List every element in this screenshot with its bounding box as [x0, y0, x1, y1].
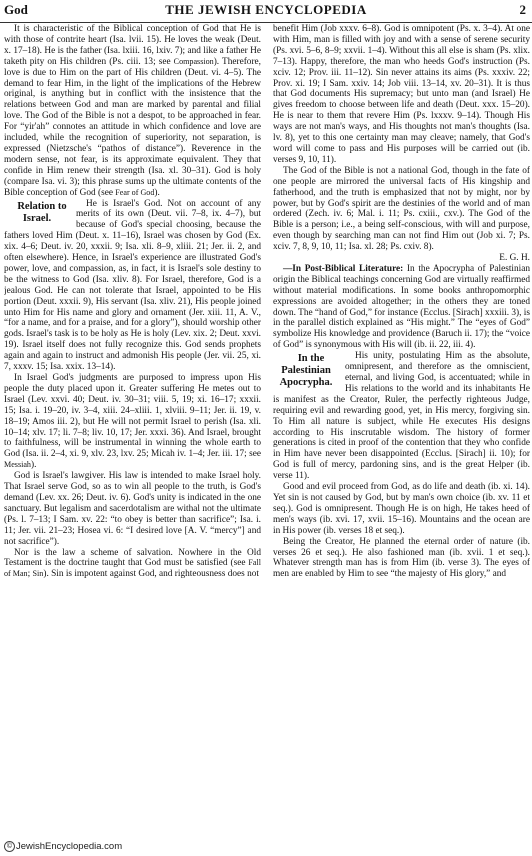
header-article-title: God — [4, 2, 28, 17]
paragraph-text: benefit Him (Job xxxv. 6–8). God is omnipotent (Ps. x. 3–4). At one with Him, man is filled with joy and with a sense of serene security (Ps. xvi. 5–6, 8–9; xxvii. 1–4). Without this all else is sham (Ps. xlix. 7–13). Happy, therefore, the man who heeds God's instruction (Ps. xciv. 12; Prov. iii. 11–12). Sin never attains its aims (Ps. xxxiv. 22; Prov. xi. 19; I Sam. xxiv. 14; Job viii. 13–14, xv. 20–31). It is thus that God documents His supremacy; but unto man (and Israel) He gives freedom to choose between life and death (Deut. xxx. 15–20). He is near to them that revere Him (Ps. lxxxv. 9–14). Though His ways are not man's ways, and His thoughts not man's thoughts (Isa. lv. 8), yet to this one certainty man may cleave; namely, that God's word will come to pass and His purposes will be carried out (ib. verses 9, 10, 11). — [273, 24, 530, 165]
paragraph-text: Being the Creator, He planned the eternal order of nature (ib. verses 26 et seq.). He also fashioned man (ib. xvii. 1 et seq.). Whatever strength man has is from Him (ib. verse 3). The eyes of men are enabled by Him to see “the majesty of His glory,” and — [273, 536, 530, 580]
paragraph-text: ). Therefore, love is due to Him on the part of His children (Deut. vi. 4–5). The demand to fear Him, in the light of the implications of the Hebrew original, is anything but in conflict with the insistence that the relations between God and man are marked by parental and filial love. The God of the Bible is not a despot, to be approached in fear. For “yir'ah” connotes an attitude in which confidence and love are included, while the recognition of superiority, not separation, is expressed (Nietzsche's “pathos of distance”). Reverence in the modern sense, not fear, is its approximate equivalent. They that confide in Him renew their strength (Isa. xl. 30–31). God is holy (compare Isa. vi. 3); this phrase sums up the ultimate contents of the Bible conception of God (see — [4, 56, 261, 198]
paragraph — [273, 482, 530, 537]
page-header — [0, 0, 532, 23]
left-column — [4, 24, 261, 836]
author-signature: E. G. H. — [499, 253, 530, 264]
paragraph-text: In the Apocrypha of Palestinian origin the Biblical teachings concerning God are virtually reaffirmed without material modifications. In some books anthropomorphic expressions are avoided altogether; in the others they are toned down. The “hand of God,” for instance (Ecclus. [Sirach] xxxiii. 3), is in the parallel distich explained as “His might.” The “eyes of God” symbolize His knowledge and providence (Baruch ii. 17); the “voice of God” is synonymous with His will (ib. ii. 22, iii. 4). — [273, 263, 530, 351]
paragraph — [4, 24, 261, 199]
side-heading: In the Palestinian Apocrypha. — [279, 353, 333, 389]
paragraph-text: ). Sin is impotent against God, and righteousness does not — [43, 569, 259, 580]
cross-reference: Fall of Man — [4, 558, 261, 579]
header-publication-title: THE JEWISH ENCYCLOPEDIA — [165, 2, 367, 17]
cross-reference: Fear of God — [115, 187, 155, 197]
paragraph-text: ). — [30, 460, 37, 471]
cross-reference: Compassion — [173, 56, 214, 66]
paragraph — [273, 351, 530, 482]
footer — [4, 841, 122, 852]
paragraph — [4, 548, 261, 581]
paragraph-text: ). — [154, 187, 160, 198]
header-page-number: 2 — [519, 2, 526, 17]
footer-source: JewishEncyclopedia.com — [16, 841, 123, 852]
right-column — [273, 24, 530, 836]
paragraph-text: His unity, postulating Him as the absolute, omnipresent, and therefore as the omniscient, eternal, and living God, is accentuated; while in His relations to the world and its inhabitants He is manifest as the Creator, Ruler, the perfectly righteous Judge, requiring evil and rewarding good, yet, in His mercy, forgiving sin. To Him all nature is subject, while He executes His designs according to His inscrutable wisdom. The history of former generations is cited in proof of the contention that they who confide in Him have never been disappointed (Ecclus. [Sirach] ii. 10); for God is full of mercy, pardoning sins, and is the great Helper (ib. verse 11). — [273, 351, 530, 482]
paragraph-text: The God of the Bible is not a national God, though in the fate of one people are mirrored the universal facts of His kingship and fatherhood, and the truth is emphasized that not by might, nor by power, but by God's spirit are the destinies of the world and of man ordered (Zech. iv. 6; Mal. i. 11; Ps. cxiii., cxv.). The God of the Bible is a person; i.e., a being self-conscious, with will and purpose, even though by searching man can not find Him out (Job xi. 7; Ps. xciv. 7, 8, 9, 10, 11; Isa. xl. 28; Ps. cxiv. 8). — [273, 165, 530, 253]
paragraph — [273, 264, 530, 351]
paragraph — [4, 471, 261, 547]
cross-reference: Messiah — [4, 460, 31, 470]
paragraph — [273, 537, 530, 581]
paragraph-text: God is Israel's lawgiver. His law is intended to make Israel holy. That Israel serve God, so as to win all people to the truth, is God's demand (Lev. xx. 26; Deut. iv. 6). God's unity is indicated in the one sanctuary. But legalism and sacerdotalism are withal not the ultimate (Ps. l. 7–13; I Sam. xv. 22: “to obey is better than sacrifice”; Isa. i. 11; Jer. vii. 21–23; Hosea vi. 6: “I desired love [A. V. “mercy”] and not sacrifice”). — [4, 471, 261, 547]
paragraph-text: In Israel God's judgments are purposed to impress upon His people the duty placed upon it. Greater suffering He metes out to Israel (Lev. xxvi. 40; Deut. iv. 30–31; viii. 5, 19; xi. 16–17; xxxii. 15; Isa. i. 19–20, iv. 3–4, xiii. 24–xliii. 1, xlviii. 9–11; Jer. ii. 19, v. 18–19; Amos iii. 2), but He will not permit Israel to perish (Isa. xli. 10–14; xlv. 17; li. 7–8; liv. 10, 17; Jer. xxxi. 36). And Israel, brought to faithfulness, will be instrumental in winning the whole earth to God (Isa. ii. 2–4, xi. 9, xlv. 23, lxv. 25; Micah iv. 1–4; Jer. iii. 17; see — [4, 373, 261, 460]
paragraph — [273, 166, 530, 253]
paragraph-text: Nor is the law a scheme of salvation. Nowhere in the Old Testament is the doctrine taught that God must be satisfied (see — [4, 547, 261, 569]
cross-reference: Sin — [32, 569, 44, 579]
paragraph — [4, 373, 261, 471]
paragraph-text: Good and evil proceed from God, as do life and death (ib. xi. 14). Yet sin is not caused by God, but by man's own choice (ib. xv. 11 et seq.). God is omnipresent. Though He is on high, He takes heed of men's ways (ib. xvi. 17, xvii. 15–16). Mountains and the ocean are in His power (ib. verses 18 et seq.). — [273, 482, 530, 536]
paragraph-text: He is Israel's God. Not on account of any merits of its own (Deut. vii. 7–8, ix. 4–7), but because of God's special choosing, because the fathers loved Him (Deut. x. 11–16), Israel was chosen by God (Ex. xix. 4–6; Deut. iv. 20, xxxii. 9; Isa. xli. 8–9, xliii. 21; Jer. ii. 2, and often elsewhere). — [4, 198, 261, 264]
paragraph-text: It is characteristic of the Biblical conception of God that He is with those of contrite heart (Isa. lvii. 15). He loves the weak (Deut. x. 17–18). He is the father (Isa. lxiii. 16, lxiv. 7); and like a father He taketh pity on His children (Ps. ciii. 13; see — [4, 24, 261, 67]
copyright-icon: © — [4, 841, 15, 852]
separator-text: ; — [27, 569, 33, 580]
side-heading: Relation to Israel. — [17, 200, 67, 224]
paragraph — [4, 199, 261, 374]
section-heading: —In Post-Biblical Literature: — [283, 263, 404, 274]
paragraph — [273, 24, 530, 166]
paragraph-text: Hence, in Israel's experience are illustrated God's power, love, and compassion, as, in fact, it is Israel's sole destiny to be the witness to God (Isa. xliv. 8). For Israel, therefore, God is a jealous God. He can not tolerate that Israel, appointed to be His portion (Deut. xxxii. 9), His servant (Isa. xliv. 21), His people joined unto Him for His name and glory and ornament (Jer. xiii. 11, A. V., “for a name, and for a praise, and for a glory”), should worship other gods. Israel's task is to be holy as He is holy (Lev. xix. 2; Deut. xxvi. 19). Israel itself does not fully recognize this. God sends prophets again and again to instruct and admonish His people (Jer. vii. 25, xi. 7, xxxv. 15; Isa. xxix. 13–14). — [4, 253, 261, 373]
